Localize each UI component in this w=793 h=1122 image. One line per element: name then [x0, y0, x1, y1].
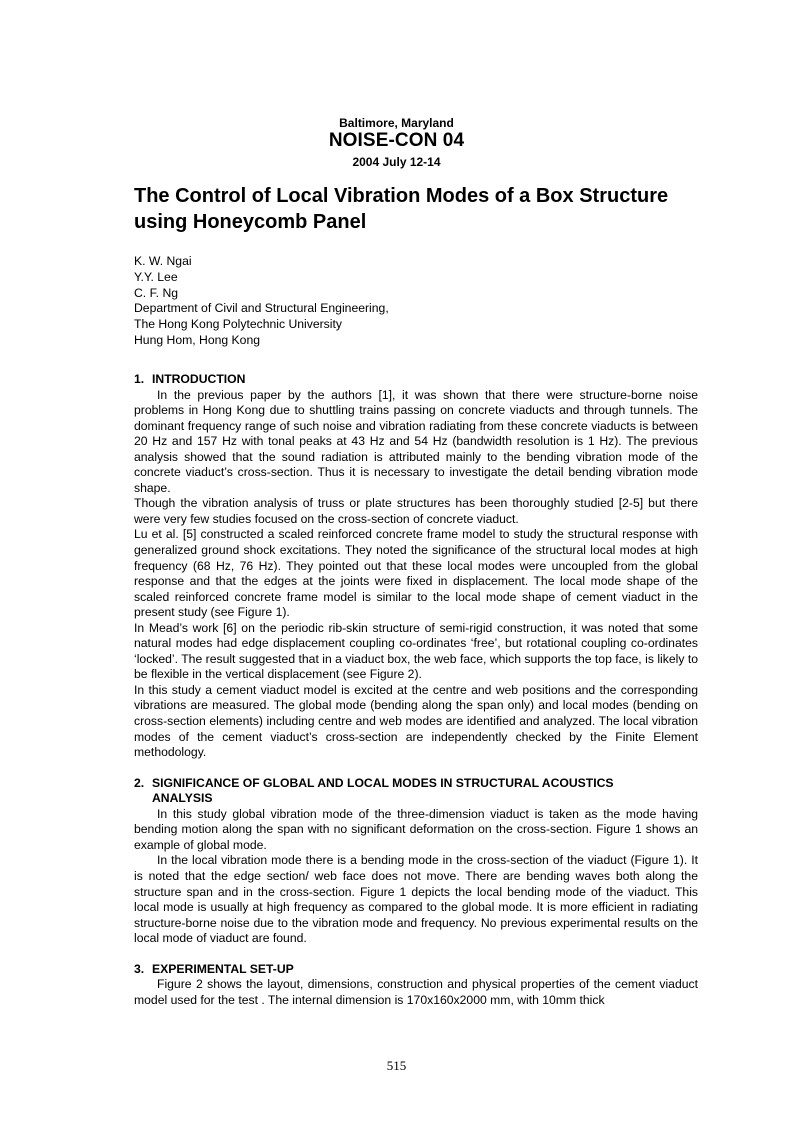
author-name: C. F. Ng [134, 285, 179, 300]
paragraph: Figure 2 shows the layout, dimensions, construction and physical properties of the cement viaduct model used for the test . The internal dimension is 170x160x2000 mm, with 10mm thick [134, 977, 698, 1007]
paragraph: In this study global vibration mode of the three-dimension viaduct is taken as the mode having bending motion along the span with no significant deformation on the cross-section. Figure 1 shows an example of global mode. [134, 806, 698, 852]
section-number: 1. [134, 372, 145, 386]
page-number: 515 [386, 1058, 407, 1073]
section-number: 2. [134, 775, 145, 790]
affiliation-line: Department of Civil and Structural Engineering, [134, 301, 389, 316]
author-name: K. W. Ngai [134, 254, 192, 268]
paragraph: Lu et al. [5] constructed a scaled reinforced concrete frame model to study the structural response with generalized ground shock excitations. They noted the significance of the structural local modes at high frequency (68 Hz, 76 Hz). They pointed out that these local modes were uncoupled from the global response and that the edges at the joints were fixed in displacement. The local mode shape of the scaled reinforced concrete frame model is similar to the local mode shape of cement viaduct in the present study (see Figure 1). [134, 527, 698, 620]
paragraph: Though the vibration analysis of truss or plate structures has been thoroughly studied [2-5] but there were very few studies focused on the cross-section of concrete viaduct. [134, 496, 698, 526]
section-number: 3. [134, 961, 145, 976]
conference-date: 2004 July 12-14 [352, 155, 441, 169]
section-heading-introduction [134, 372, 698, 388]
paragraph: In Mead’s work [6] on the periodic rib-skin structure of semi-rigid construction, it was noted that some natural modes had edge displacement coupling co-ordinates ‘free’, but rotational coupling co-ordinates ‘locked’. The result suggested that in a viaduct box, the web face, which supports the top face, is likely to be flexible in the vertical displacement (see Figure 2). [134, 620, 698, 682]
paragraph: In the local vibration mode there is a bending mode in the cross-section of the viaduct (Figure 1). It is noted that the edge section/ web face does not move. There are bending waves both along the structure span and in the cross-section. Figure 1 depicts the local bending mode of the viaduct. This local mode is usually at high frequency as compared to the global mode. It is more efficient in radiating structure-borne noise due to the vibration mode and frequency. No previous experimental results on the local mode of viaduct are found. [134, 853, 698, 946]
paragraph: In the previous paper by the authors [1], it was shown that there were structure-borne noise problems in Hong Kong due to shuttling trains passing on concrete viaducts and through tunnels. The dominant frequency range of such noise and vibration radiating from these concrete viaducts is between 20 Hz and 157 Hz with tonal peaks at 43 Hz and 54 Hz (bandwidth resolution is 1 Hz). The previous analysis showed that the sound radiation is attributed mainly to the bending vibration mode of the concrete viaduct’s cross-section. Thus it is necessary to investigate the detail bending vibration mode shape. [134, 387, 698, 495]
paragraph: In this study a cement viaduct model is excited at the centre and web positions and the corresponding vibrations are measured. The global mode (bending along the span only) and local modes (bending on cross-section elements) including centre and web modes are identified and analyzed. The local vibration modes of the cement viaduct’s cross-section are independently checked by the Finite Element methodology. [134, 682, 698, 760]
author-name: Y.Y. Lee [134, 269, 178, 284]
paper-title: The Control of Local Vibration Modes of a Box Structure using Honeycomb Panel [134, 185, 669, 233]
section-heading-significance [134, 776, 698, 807]
conference-name: NOISE-CON 04 [328, 130, 465, 151]
section-title-continued: ANALYSIS [152, 791, 213, 806]
section-title: EXPERIMENTAL SET-UP [152, 961, 294, 976]
section-title: INTRODUCTION [152, 372, 246, 386]
conference-location: Baltimore, Maryland [339, 116, 454, 130]
paper-body [134, 372, 698, 1008]
affiliation-line: The Hong Kong Polytechnic University [134, 317, 342, 332]
section-title: SIGNIFICANCE OF GLOBAL AND LOCAL MODES IN STRUCTURAL ACOUSTICS [152, 775, 614, 790]
author-block [134, 254, 389, 349]
section-heading-experimental-setup [134, 962, 698, 978]
affiliation-line: Hung Hom, Hong Kong [134, 332, 261, 347]
